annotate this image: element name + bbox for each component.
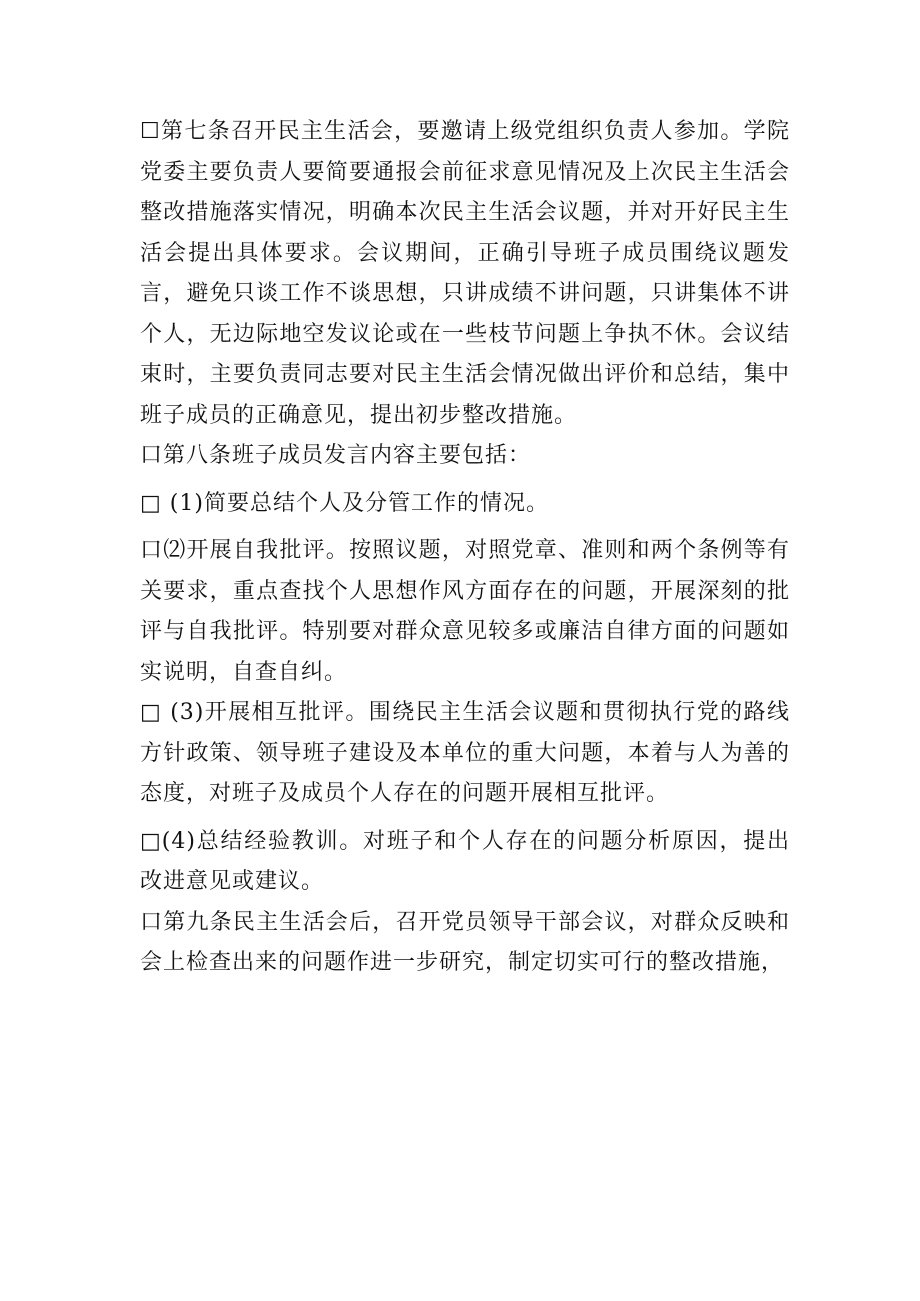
checkbox-marker: □ (140, 490, 162, 516)
checkbox-marker: 口 (140, 909, 164, 935)
item-1-paragraph (140, 484, 790, 525)
checkbox-marker: □ (140, 700, 162, 725)
checkbox-marker: ☐ (140, 119, 161, 144)
item-3-paragraph (140, 693, 790, 815)
item-4-text: (4)总结经验教训。对班子和个人存在的问题分析原因，提出改进意见或建议。 (140, 828, 790, 894)
document-body (140, 112, 790, 984)
item-3-text: (3)开展相互批评。围绕民主生活会议题和贯彻执行党的路线方针政策、领导班子建设及本单位的重大问题，本着与人为善的态度，对班子及成员个人存在的问题开展相互批评。 (140, 700, 790, 806)
article-9-text: 第九条民主生活会后，召开党员领导干部会议，对群众反映和会上检查出来的问题作进一步研究，制定切实可行的整改措施， (140, 909, 790, 975)
item-1-text: (1)简要总结个人及分管工作的情况。 (161, 490, 549, 516)
article-9-paragraph (140, 903, 790, 984)
article-7-text: 第七条召开民主生活会，要邀请上级党组织负责人参加。学院党委主要负责人要简要通报会前征求意见情况及上次民主生活会整改措施落实情况，明确本次民主生活会议题，并对开好民主生活会提出具体要求。会议期间，正确引导班子成员围绕议题发言，避免只谈工作不谈思想，只讲成绩不讲问题，只讲集体不讲个人，无边际地空发议论或在一些枝节问题上争执不休。会议结束时，主要负责同志要对民主生活会情况做出评价和总结，集中班子成员的正确意见，提出初步整改措施。 (140, 119, 790, 428)
article-7-paragraph (140, 112, 790, 436)
item-4-paragraph (140, 822, 790, 903)
article-8-paragraph (140, 436, 790, 477)
checkbox-marker: □ (140, 828, 162, 854)
item-2-text: ⑵开展自我批评。按照议题，对照党章、准则和两个条例等有关要求，重点查找个人思想作风方面存在的问题，开展深刻的批评与自我批评。特别要对群众意见较多或廉洁自律方面的问题如实说明，自查自纠。 (140, 538, 790, 685)
article-8-text: 第八条班子成员发言内容主要包括： (163, 443, 532, 468)
checkbox-marker: 口 (140, 443, 164, 468)
item-2-paragraph (140, 531, 790, 693)
checkbox-marker: 口 (140, 538, 164, 563)
